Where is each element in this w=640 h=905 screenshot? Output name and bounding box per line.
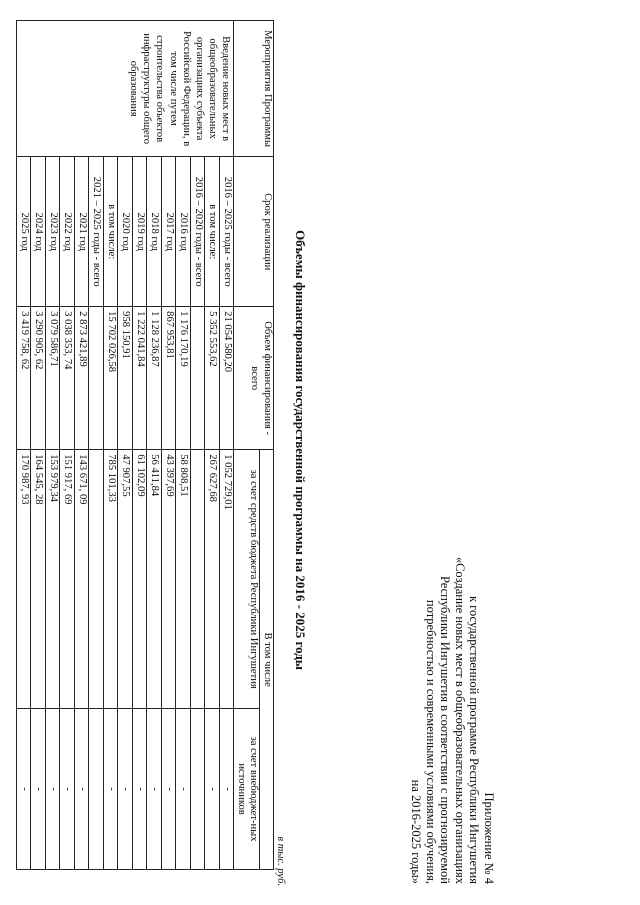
extra-cell: - (60, 709, 75, 870)
header-extra: за счет внебюджет-ных источников (234, 709, 260, 870)
period-cell: 2016 – 2025 годы - всего (220, 157, 235, 307)
appendix-header (409, 557, 496, 884)
budget-cell: 164 545, 28 (31, 450, 46, 709)
total-cell: 3 419 758, 62 (17, 307, 32, 450)
unit-note: в тыс. руб. (275, 836, 286, 886)
header-period: Срок реализации (234, 157, 274, 307)
extra-cell: - (118, 709, 133, 870)
period-cell: 2016 год (176, 157, 191, 307)
extra-cell: - (17, 709, 32, 870)
appendix-line: «Создание новых мест в общеобразовательных организациях (453, 556, 467, 884)
total-cell: 1 176 170,19 (176, 307, 191, 450)
budget-cell: 170 987, 93 (17, 450, 32, 709)
total-cell (191, 307, 206, 450)
total-cell: 3 038 353, 74 (60, 307, 75, 450)
budget-cell (191, 450, 206, 709)
extra-cell (191, 709, 206, 870)
extra-cell: - (162, 709, 177, 870)
period-cell: 2021 – 2025 годы - всего (89, 157, 104, 307)
total-cell (89, 307, 104, 450)
budget-cell: 61 102,09 (133, 450, 148, 709)
budget-cell: 785 101,33 (104, 450, 119, 709)
appendix-line: на 2016-2025 годы» (409, 779, 424, 884)
total-cell: 1 128 236,87 (147, 307, 162, 450)
period-cell: 2019 год (133, 157, 148, 307)
budget-cell: 47 907,55 (118, 450, 133, 709)
total-cell: 5 352 553,62 (205, 307, 220, 450)
extra-cell: - (133, 709, 148, 870)
appendix-line: к государственной программе Республики Ингушетия (467, 595, 482, 884)
extra-cell: - (104, 709, 119, 870)
total-cell: 21 054 580,20 (220, 307, 235, 450)
extra-cell: - (176, 709, 191, 870)
header-total: Объем финансирования - всего (234, 307, 274, 450)
extra-cell: - (147, 709, 162, 870)
period-cell: в том числе: (104, 157, 119, 307)
measure-cell: Введение новых мест в общеобразовательных организациях субъекта Российской Федерации, в том числе путем строительства объектов инфраструктуры общего образования (17, 21, 235, 157)
document-title: Объемы финансирования государственной программы на 2016 - 2025 годы (293, 230, 308, 670)
extra-cell: - (205, 709, 220, 870)
extra-cell: - (220, 709, 235, 870)
period-cell: 2017 год (162, 157, 177, 307)
header-budget: за счет средств бюджета Республики Ингушетия (234, 450, 260, 709)
total-cell: 3 079 586,71 (46, 307, 61, 450)
financing-table (16, 20, 274, 870)
header-measures: Мероприятия Программы (234, 21, 274, 157)
budget-cell: 153 979,34 (46, 450, 61, 709)
period-cell: 2023 год (46, 157, 61, 307)
total-cell: 958 150,91 (118, 307, 133, 450)
total-cell: 3 290 905, 62 (31, 307, 46, 450)
table-header-row (260, 21, 274, 870)
budget-cell: 43 397,69 (162, 450, 177, 709)
budget-cell: 151 917, 69 (60, 450, 75, 709)
period-cell: 2020 год (118, 157, 133, 307)
budget-cell: 143 671, 09 (75, 450, 90, 709)
extra-cell: - (31, 709, 46, 870)
period-cell: 2018 год (147, 157, 162, 307)
rotated-landscape-sheet (18, 10, 500, 890)
period-cell: 2024 год (31, 157, 46, 307)
header-including: В том числе (260, 450, 274, 870)
extra-cell: - (46, 709, 61, 870)
period-cell: 2022 год (60, 157, 75, 307)
period-cell: 2016 – 2020 годы - всего (191, 157, 206, 307)
total-cell: 867 953,81 (162, 307, 177, 450)
appendix-line: потребностью и современными условиями обучения, (424, 599, 438, 884)
extra-cell (89, 709, 104, 870)
table-row (220, 21, 235, 870)
period-cell: 2025 год (17, 157, 32, 307)
budget-cell: 58 808,51 (176, 450, 191, 709)
appendix-line: Республики Ингушетия в соответствии с прогнозируемой (438, 575, 453, 884)
total-cell: 1 222 041,84 (133, 307, 148, 450)
budget-cell (89, 450, 104, 709)
appendix-line: Приложение № 4 (482, 792, 496, 884)
extra-cell: - (75, 709, 90, 870)
budget-cell: 56 411,84 (147, 450, 162, 709)
budget-cell: 1 052 729,01 (220, 450, 235, 709)
total-cell: 15 702 026,58 (104, 307, 119, 450)
period-cell: 2021 год (75, 157, 90, 307)
total-cell: 2 873 421,89 (75, 307, 90, 450)
period-cell: в том числе: (205, 157, 220, 307)
budget-cell: 267 627,68 (205, 450, 220, 709)
